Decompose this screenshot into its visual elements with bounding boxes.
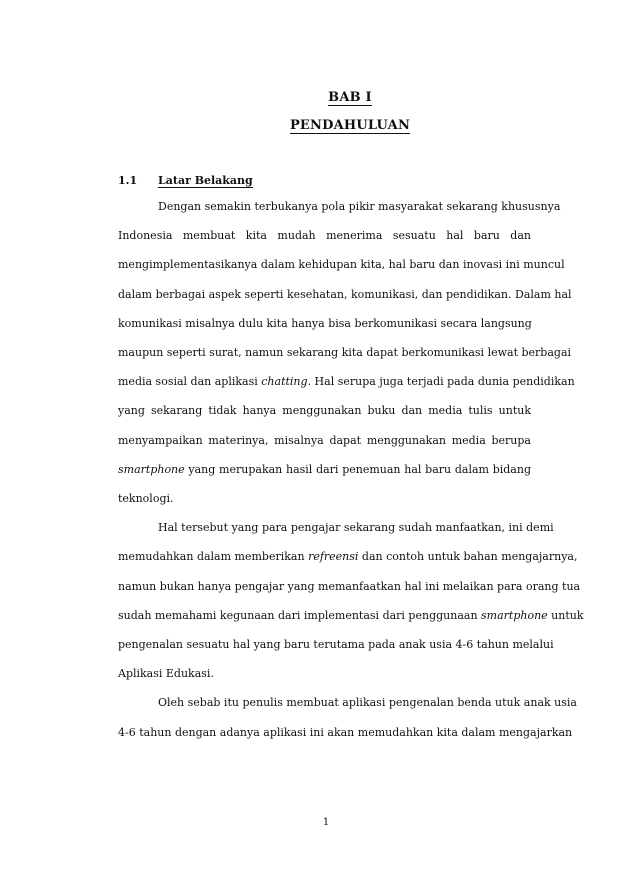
text-line: menyampaikan materinya, misalnya dapat menggunakan media berupa <box>118 434 531 447</box>
text-line: dalam berbagai aspek seperti kesehatan, komunikasi, dan pendidikan. Dalam hal <box>118 288 572 301</box>
text-line: Oleh sebab itu penulis membuat aplikasi pengenalan benda utuk anak usia <box>158 696 577 709</box>
text-line: komunikasi misalnya dulu kita hanya bisa berkomunikasi secara langsung <box>118 317 532 330</box>
page-number: 1 <box>322 817 330 828</box>
text-line: Hal tersebut yang para pengajar sekarang sudah manfaatkan, ini demi <box>158 521 554 534</box>
text-line: sudah memahami kegunaan dari implementasi dari penggunaan smartphone untuk <box>118 609 584 622</box>
text-line: maupun seperti surat, namun sekarang kita dapat berkomunikasi lewat berbagai <box>118 346 572 359</box>
section-number: 1.1 <box>118 174 138 187</box>
text-line: yang sekarang tidak hanya menggunakan buku dan media tulis untuk <box>118 404 531 417</box>
text-line: namun bukan hanya pengajar yang memanfaatkan hal ini melaikan para orang tua <box>118 580 581 593</box>
chapter-heading <box>0 90 620 106</box>
text-line: 4-6 tahun dengan adanya aplikasi ini akan memudahkan kita dalam mengajarkan <box>118 726 573 739</box>
text-line: media sosial dan aplikasi chatting. Hal serupa juga terjadi pada dunia pendidikan <box>118 375 575 388</box>
text-line: teknologi. <box>118 492 174 505</box>
text-line: pengenalan sesuatu hal yang baru terutama pada anak usia 4-6 tahun melalui <box>118 638 554 651</box>
section-heading <box>118 174 253 187</box>
text-line: mengimplementasikanya dalam kehidupan kita, hal baru dan inovasi ini muncul <box>118 258 565 271</box>
chapter-title <box>0 118 620 134</box>
text-line: Dengan semakin terbukanya pola pikir masyarakat sekarang khususnya <box>158 200 561 213</box>
text-line: smartphone yang merupakan hasil dari penemuan hal baru dalam bidang <box>118 463 531 476</box>
chapter-title-label: PENDAHULUAN <box>289 118 411 133</box>
text-line: memudahkan dalam memberikan refreensi dan contoh untuk bahan mengajarnya, <box>118 550 578 563</box>
text-line: Indonesia membuat kita mudah menerima sesuatu hal baru dan <box>118 229 531 242</box>
text-line: Aplikasi Edukasi. <box>118 667 214 680</box>
section-title: Latar Belakang <box>158 174 253 187</box>
chapter-label: BAB I <box>328 90 372 105</box>
